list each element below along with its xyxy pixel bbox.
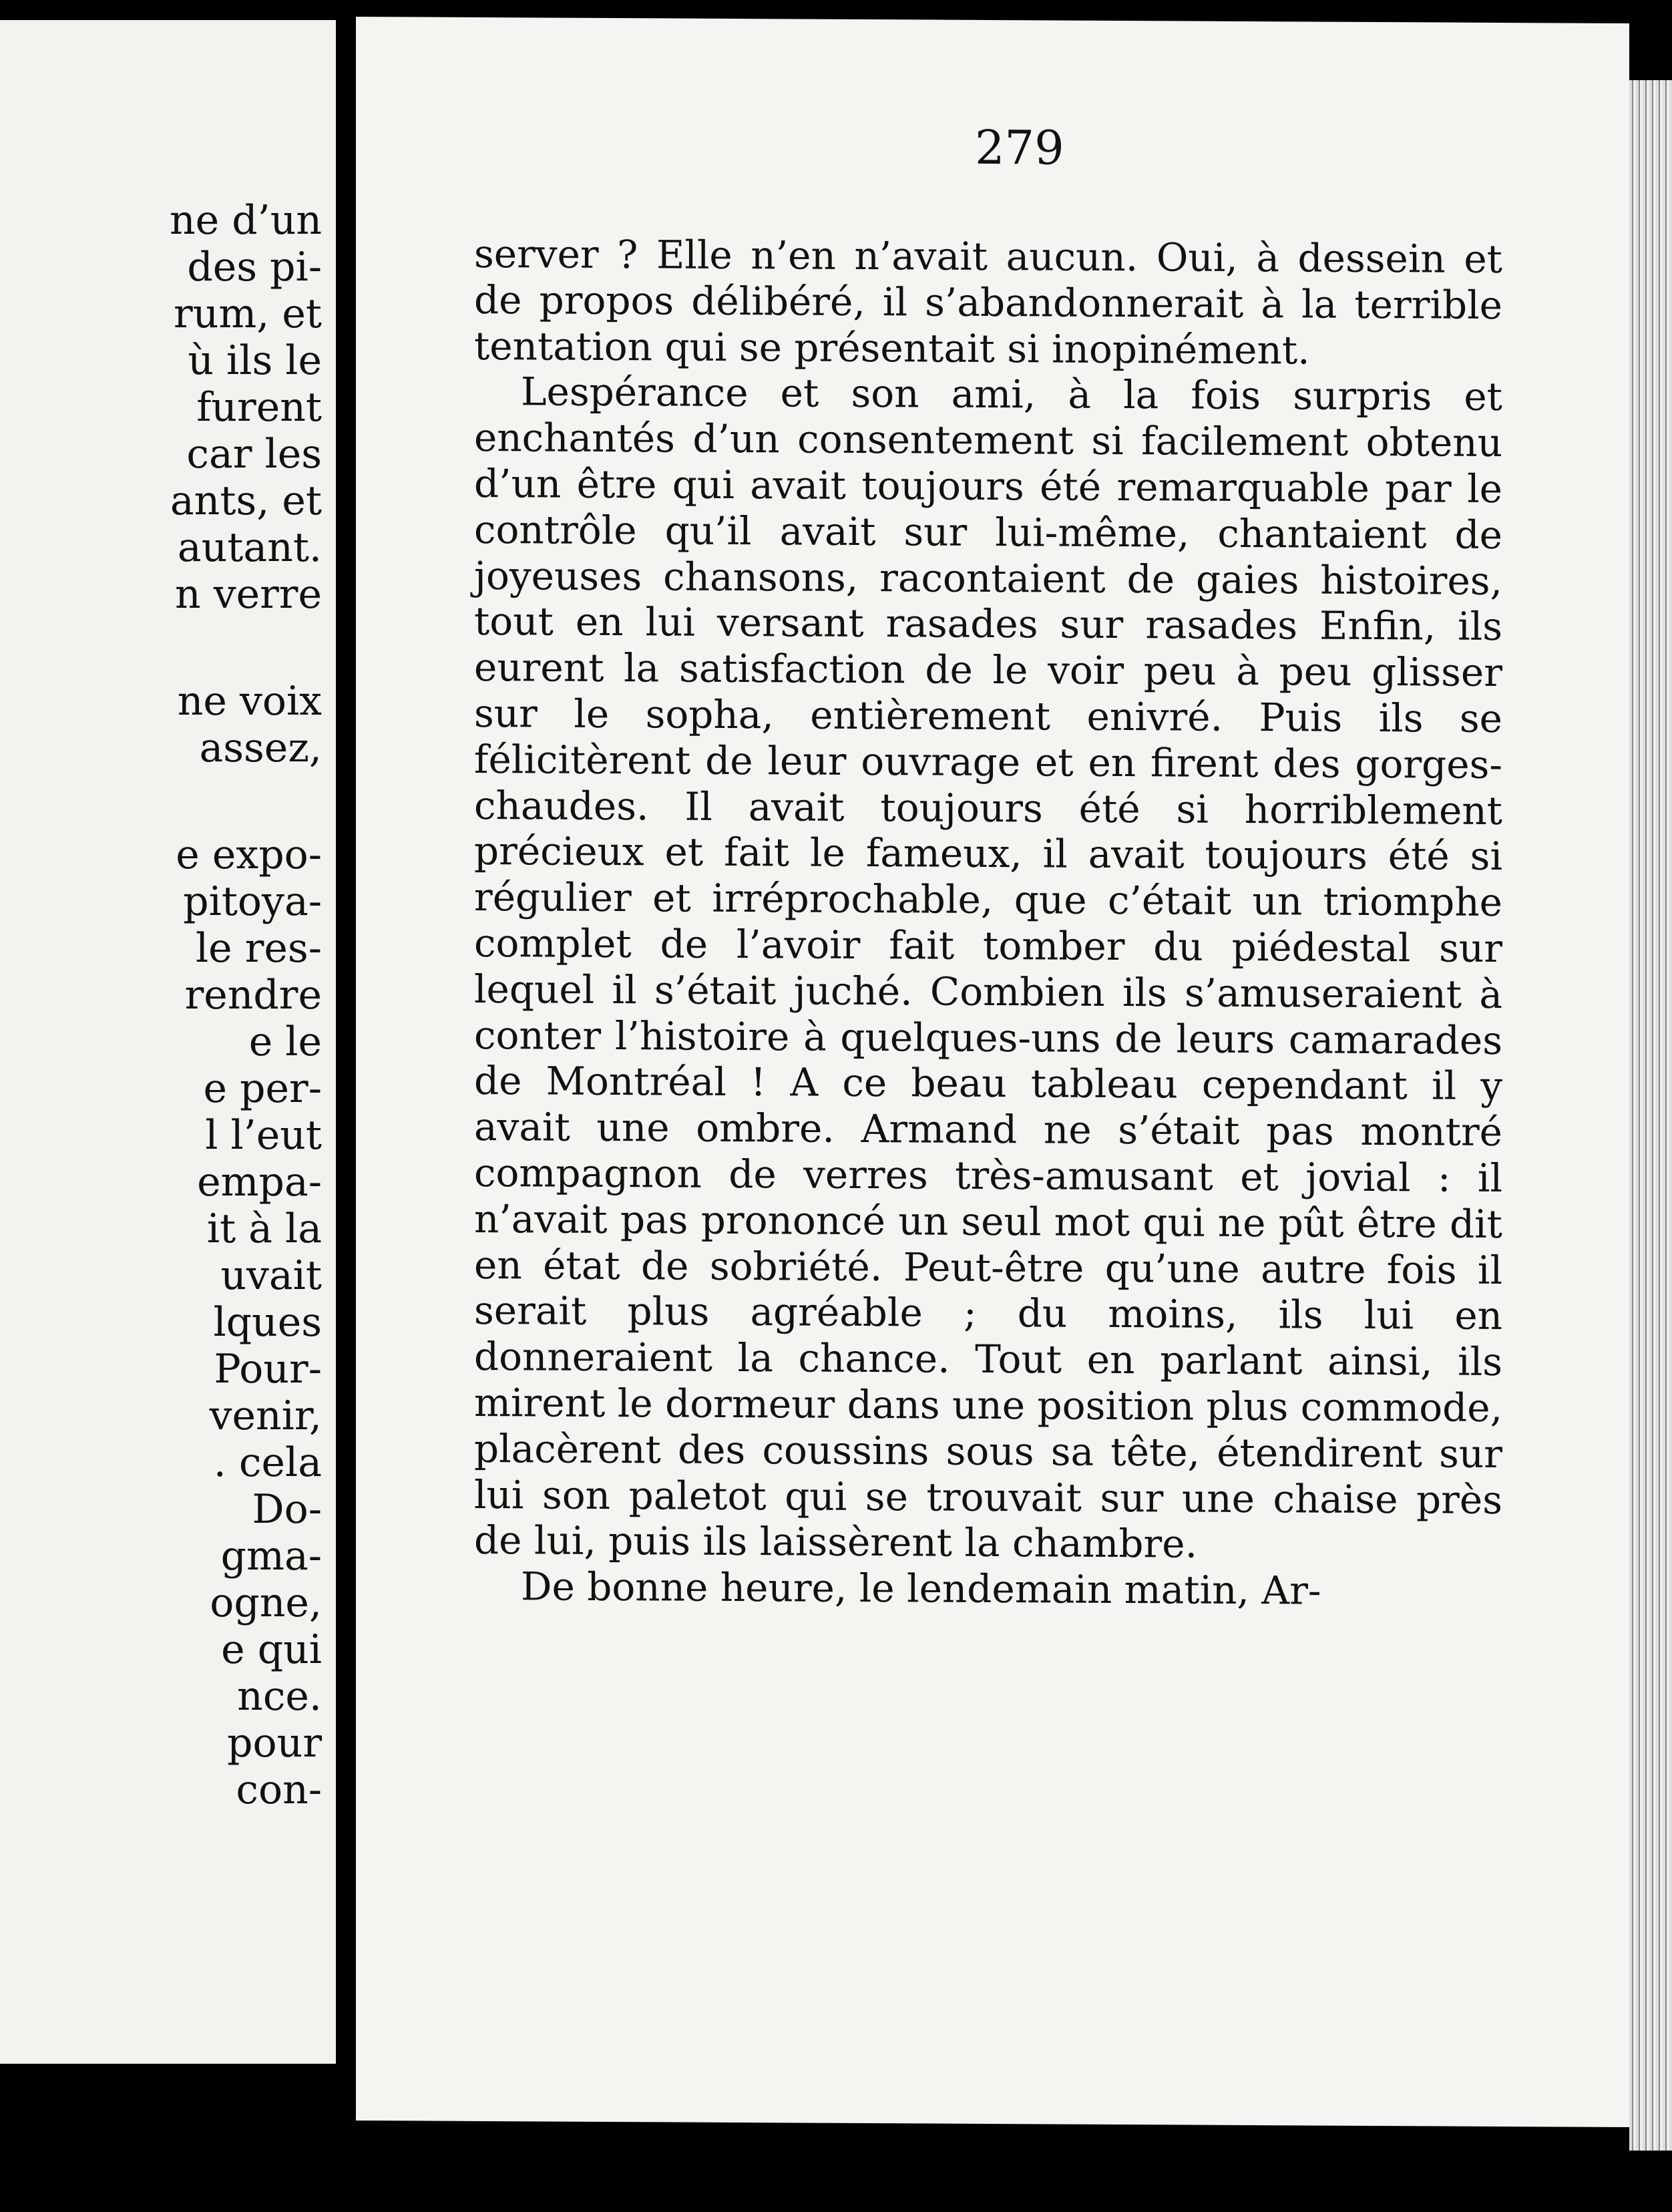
left-page-line: ne voix [177,678,322,725]
left-page-line: pour [227,1720,322,1767]
page-number: 279 [975,120,1064,176]
left-page-line: it à la [206,1206,322,1252]
left-page-line: e le [248,1019,322,1065]
left-page-line: autant. [177,524,322,571]
left-page-line: des pi- [187,244,322,291]
left-page-line: ù ils le [188,337,322,384]
spine-shadow [336,0,343,2084]
left-page-line: n verre [175,571,322,618]
left-page-line: gma- [220,1533,322,1580]
paragraph: server ? Elle n’en n’avait aucun. Oui, à dessein et de propos délibéré, il s’abandonnerait à la terrible tentation qui se présentait si inopinément. [474,230,1502,373]
left-page-line: e qui [221,1626,322,1673]
left-page-line: rum, et [174,291,322,337]
left-page [0,20,342,2064]
left-page-line: assez, [199,725,322,771]
left-page-line: e expo- [176,832,322,878]
left-page-line: ants, et [170,478,322,524]
left-page-line: l l’eut [205,1112,322,1159]
left-page-line: con- [236,1767,322,1813]
left-page-line: nce. [237,1673,322,1720]
page-edges [1629,80,1672,2151]
left-page-line: e per- [203,1065,322,1112]
left-page-line: pitoya- [183,878,322,925]
body-text [474,231,1502,1615]
left-page-line: ne d’un [170,197,322,244]
left-page-line: ogne, [210,1580,322,1626]
left-page-line: . cela [213,1439,322,1486]
paragraph: De bonne heure, le lendemain matin, Ar- [521,1563,1321,1614]
left-page-line: uvait [220,1252,322,1299]
left-page-line: rendre [184,972,322,1019]
left-page-line: Do- [252,1486,322,1533]
paragraph: Lespérance et son ami, à la fois surpris et enchantés d’un consentement si facilement obtenu d’un être qui avait toujours été remarquable par le contrôle qu’il avait sur lui-même, chantaient de joyeuses chansons, racontaient de gaies histoires, tout en lui versant rasades sur rasades Enfin, ils eurent la satisfaction de le voir peu à peu glisser sur le sopha, entièrement enivré. Puis ils se félicitèrent de leur ouvrage et en firent des gorges-chaudes. Il avait toujours été si horriblement précieux et fait le fameux, il avait toujours été si régulier et irréprochable, que c’était un triomphe complet de l’avoir fait tomber du piédestal sur lequel il s’était juché. Combien ils s’amuseraient à conter l’histoire à quelques-uns de leurs camarades de Montréal ! A ce beau tableau cependant il y avait une ombre. Armand ne s’était pas montré compagnon de verres très-amusant et jovial : il n’avait pas prononcé un seul mot qui ne pût être dit en état de sobriété. Peut-être qu’une autre fois il serait plus agréable ; du moins, ils lui en donneraient la chance. Tout en parlant ainsi, ils mirent le dormeur dans une position plus commode, placèrent des coussins sous sa tête, étendirent sur lui son paletot qui se trouvait sur une chaise près de lui, puis ils laissèrent la chambre. [474,369,1502,1567]
left-page-line: empa- [197,1159,322,1206]
left-page-line: Pour- [214,1346,322,1393]
right-page [354,17,1629,2127]
left-page-line: lques [213,1299,322,1346]
left-page-line: venir, [209,1393,322,1439]
left-page-line: car les [186,431,322,478]
left-page-line: le res- [195,925,322,972]
left-page-line: furent [196,384,322,431]
